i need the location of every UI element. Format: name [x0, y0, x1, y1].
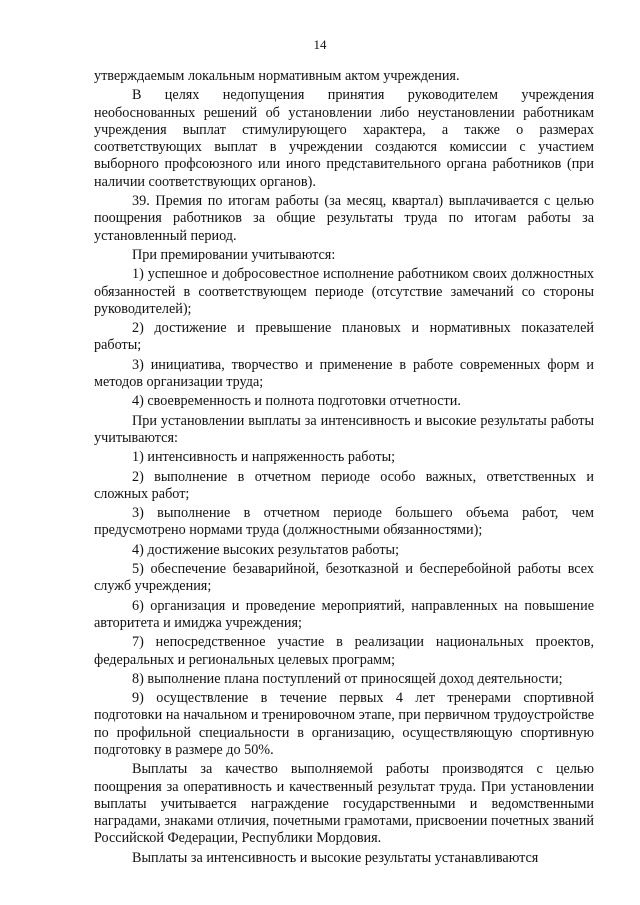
list-item: 3) выполнение в отчетном периоде большего объема работ, чем предусмотрено нормами труда (должностными обязанностями); — [94, 505, 594, 539]
list-item: 6) организация и проведение мероприятий, направленных на повышение авторитета и имиджа учреждения; — [94, 597, 594, 631]
list-item: 1) интенсивность и напряженность работы; — [132, 449, 396, 466]
list-item: 2) достижение и превышение плановых и нормативных показателей работы; — [94, 320, 594, 354]
list-item: 5) обеспечение безаварийной, безотказной и бесперебойной работы всех служб учреждения; — [94, 561, 594, 595]
list-item: 2) выполнение в отчетном периоде особо важных, ответственных и сложных работ; — [94, 468, 594, 502]
paragraph: утверждаемым локальным нормативным актом учреждения. — [94, 68, 460, 84]
document-body — [94, 68, 594, 869]
list-item: 7) непосредственное участие в реализации национальных проектов, федеральных и региональных целевых программ; — [94, 634, 594, 668]
page-number: 14 — [313, 37, 327, 52]
list-item: 4) своевременность и полнота подготовки отчетности. — [132, 393, 461, 410]
list-item: 9) осуществление в течение первых 4 лет тренерами спортивной подготовки на начальном и тренировочном этапе, при первичном трудоустройстве по профильной специальности в организацию, осуществляющую спортивную подготовку в размере до 50%. — [94, 690, 594, 758]
paragraph: Выплаты за качество выполняемой работы производятся с целью поощрения за оперативность и качественный результат труда. При установлении выплаты учитывается награждение государственными и ведомственными наградами, знаками отличия, почетными грамотами, присвоении почетных званий Российской Федерации, Республики Мордовия. — [94, 761, 594, 847]
paragraph: При установлении выплаты за интенсивность и высокие результаты работы учитываются: — [94, 412, 594, 446]
list-item: 4) достижение высоких результатов работы; — [132, 541, 400, 558]
list-item: 1) успешное и добросовестное исполнение работником своих должностных обязанностей в соответствующем периоде (отсутствие замечаний со стороны руководителей); — [94, 266, 594, 317]
paragraph: В целях недопущения принятия руководителем учреждения необоснованных решений об установлении либо неустановлении работникам учреждения выплат стимулирующего характера, а также о размерах соответствующих выплат в учреждении создаются комиссии с участием выборного профсоюзного или иного представительного органа работников (при наличии соответствующих органов). — [94, 87, 594, 190]
paragraph: 39. Премия по итогам работы (за месяц, квартал) выплачивается с целью поощрения работников за общие результаты труда по итогам работы за установленный период. — [94, 193, 594, 244]
paragraph: При премировании учитываются: — [132, 246, 336, 263]
list-item: 3) инициатива, творчество и применение в работе современных форм и методов организации труда; — [94, 356, 594, 391]
paragraph: Выплаты за интенсивность и высокие результаты устанавливаются — [132, 849, 539, 866]
list-item: 8) выполнение плана поступлений от приносящей доход деятельности; — [132, 670, 563, 687]
